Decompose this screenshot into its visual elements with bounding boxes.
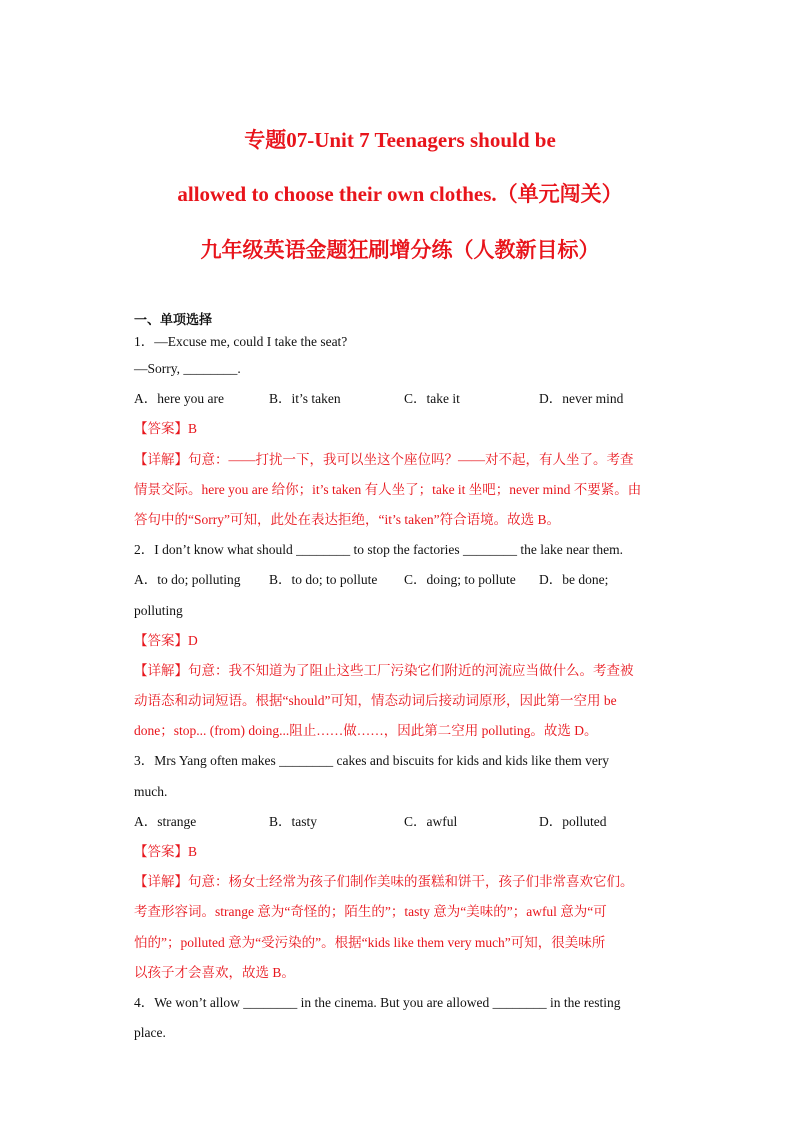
q2-option-d-cont: polluting <box>134 602 183 618</box>
q3-stem-line2: much. <box>134 783 168 799</box>
q2-explain-line: 动语态和动词短语。根据“should”可知，情态动词后接动词原形，因此第一空用 be <box>134 693 617 709</box>
q2-option-d: D．be done; <box>539 572 609 588</box>
q2-stem: 2．I don’t know what should ________ to stop the factories ________ the lake near them. <box>134 542 624 558</box>
q2-options <box>134 565 674 595</box>
q3-option-a: A．strange <box>134 813 197 829</box>
title-line-3: 九年级英语金题狂刷增分练（人教新目标） <box>200 238 600 262</box>
q2-option-b: B．to do; to pollute <box>269 572 378 588</box>
q2-explain-line: 【详解】句意：我不知道为了阻止这些工厂污染它们附近的河流应当做什么。考查被 <box>134 662 634 678</box>
q1-option-d: D．never mind <box>539 391 624 407</box>
q3-option-b: B．tasty <box>269 813 318 829</box>
q3-explain-line: 考查形容词。strange 意为“奇怪的；陌生的”；tasty 意为“美味的”；awful 意为“可 <box>134 904 607 920</box>
q1-stem-line2: —Sorry, ________. <box>134 361 241 376</box>
question-content <box>134 312 674 1048</box>
q3-option-d: D．polluted <box>539 813 607 829</box>
q3-answer: 【答案】B <box>134 844 198 859</box>
q3-option-c: C．awful <box>404 813 458 829</box>
q1-stem: 1．—Excuse me, could I take the seat? <box>134 334 348 349</box>
q1-explain-line: 情景交际。here you are 给你；it’s taken 有人坐了；take it 坐吧；never mind 不要紧。由 <box>134 481 642 497</box>
q4-stem: 4．We won’t allow ________ in the cinema. But you are allowed ________ in the resting <box>134 994 621 1010</box>
q3-options <box>134 807 674 837</box>
q1-option-c: C．take it <box>404 391 460 407</box>
q4-stem-line2: place. <box>134 1025 166 1041</box>
q1-option-b: B．it’s taken <box>269 391 341 407</box>
q2-explain-line: done；stop... (from) doing...阻止……做……，因此第二空用 polluting。故选 D。 <box>134 723 598 739</box>
title-line-2: allowed to choose their own clothes.（单元闯关） <box>177 182 623 206</box>
q3-explain-line: 【详解】句意：杨女士经常为孩子们制作美味的蛋糕和饼干，孩子们非常喜欢它们。 <box>134 874 634 890</box>
q2-option-c: C．doing; to pollute <box>404 572 516 588</box>
q1-explain-line: 【详解】句意：——打扰一下，我可以坐这个座位吗？——对不起，有人坐了。考查 <box>134 451 634 467</box>
q3-stem: 3．Mrs Yang often makes ________ cakes and biscuits for kids and kids like them very <box>134 753 610 769</box>
title-line-1: 专题07-Unit 7 Teenagers should be <box>244 128 556 152</box>
q2-option-a: A．to do; polluting <box>134 572 241 588</box>
q3-explain-line: 怕的”；polluted 意为“受污染的”。根据“kids like them very much”可知，很美味所 <box>134 934 606 950</box>
q1-explain-line: 答句中的“Sorry”可知，此处在表达拒绝，“it’s taken”符合语境。故选 B。 <box>134 511 560 527</box>
q1-options <box>134 384 674 414</box>
q3-explain-line: 以孩子才会喜欢，故选 B。 <box>134 964 295 980</box>
q1-option-a: A．here you are <box>134 391 224 407</box>
section-heading: 一、单项选择 <box>134 313 213 328</box>
q1-answer: 【答案】B <box>134 421 198 437</box>
q2-answer: 【答案】D <box>134 632 198 648</box>
